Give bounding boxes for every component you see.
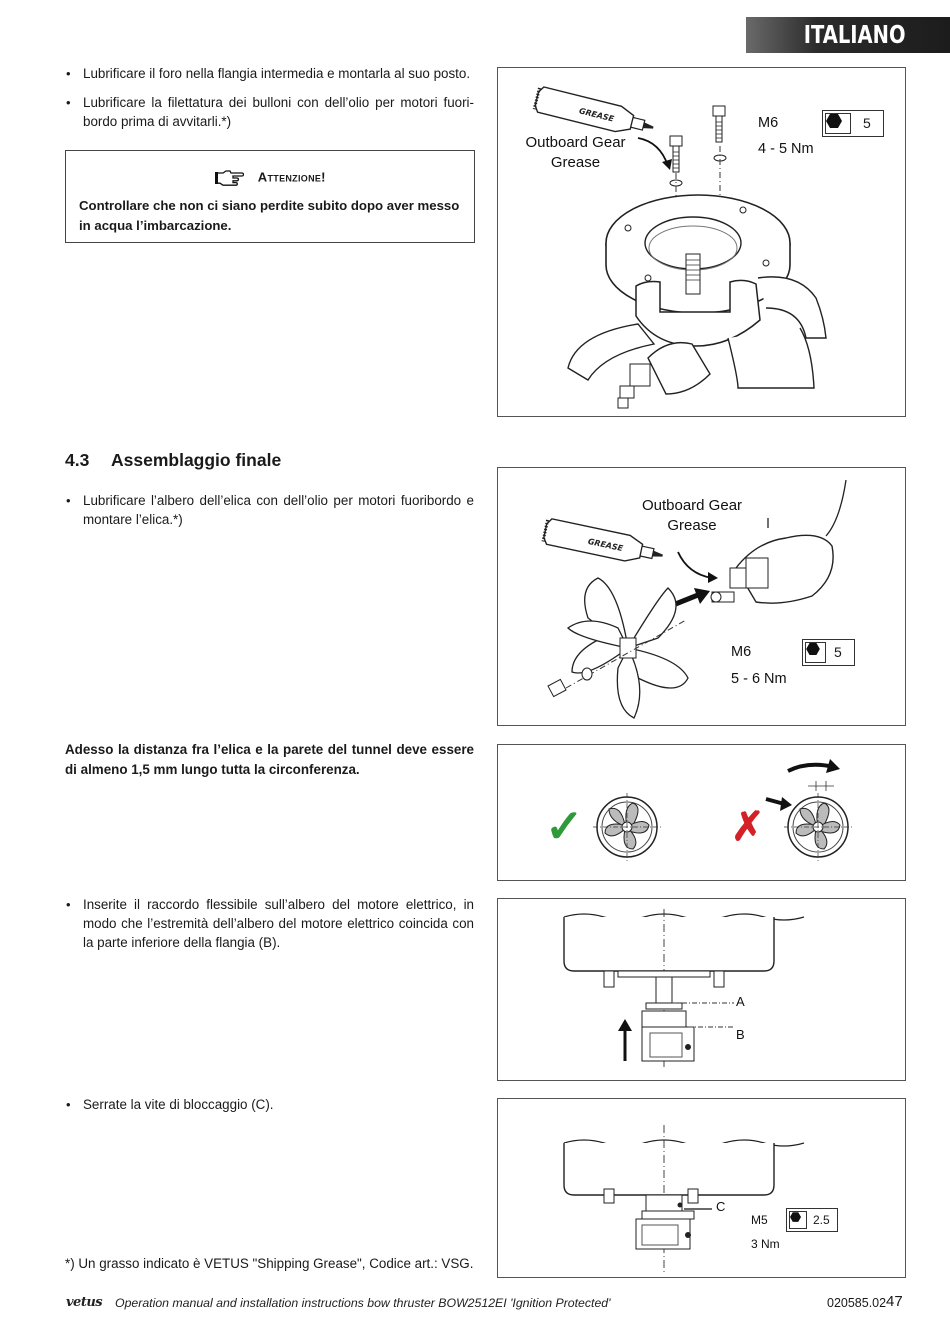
figure-propeller-mount [497, 467, 906, 726]
bolt-size: M6 [731, 644, 752, 660]
bolt-icon [548, 679, 566, 696]
document-code: 020585.02 [827, 1296, 887, 1310]
grease-callout-line: Grease [550, 154, 601, 171]
bolt-icon [670, 136, 682, 172]
hex-key-icon [805, 642, 826, 663]
propeller-tunnel-ok-icon [593, 793, 661, 861]
section-number: 4.3 [65, 450, 90, 470]
language-tab [746, 17, 950, 53]
wrench-size: 5 [834, 644, 842, 660]
bullet-text: Inserite il raccordo flessibile sull’albero del motore elettrico, in modo che l’estremità dell’albero del motore elettrico coincida con la parte inferiore della flangia (B). [83, 897, 474, 950]
svg-text:GREASE: GREASE [578, 106, 615, 124]
bolt-size: M5 [751, 1213, 768, 1227]
bullet-dot: • [66, 95, 71, 110]
footnote: *) Un grasso indicato è VETUS "Shipping Grease", Codice art.: VSG. [65, 1256, 474, 1271]
torque-value: 5 - 6 Nm [731, 671, 787, 687]
bullet-dot: • [66, 897, 71, 912]
clearance-note: Adesso la distanza fra l’elica e la parete del tunnel deve essere di almeno 1,5 mm lungo tutta la circonferenza. [65, 742, 474, 777]
label-c: C [716, 1199, 726, 1214]
figure-flange-assembly [497, 67, 906, 417]
figure-coupling-position [497, 898, 906, 1081]
bullet-text: Lubrificare l’albero dell’elica con dell’olio per motori fuoribordo e montare l’elica.*) [83, 493, 474, 527]
label-b: B [736, 1027, 745, 1042]
grease-callout-line: Grease [667, 517, 717, 534]
propeller-icon [568, 578, 688, 718]
section-heading [65, 450, 281, 471]
svg-text:GREASE: GREASE [587, 536, 624, 554]
wrench-size-box [822, 110, 884, 137]
figure-clearance-check [497, 744, 906, 881]
label-a: A [736, 994, 745, 1009]
propeller-tunnel-bad-icon [784, 793, 852, 861]
bolt-size: M6 [758, 115, 779, 131]
bolt-icon [713, 106, 725, 142]
pointing-hand-icon [214, 169, 244, 187]
grease-callout [633, 496, 751, 536]
wrench-size: 2.5 [813, 1213, 830, 1227]
bullet-text: Lubrificare la filettatura dei bulloni con dell’olio per motori fuori-bordo prima di avvitarli.*) [83, 95, 474, 129]
wrench-size: 5 [863, 115, 871, 131]
torque-value: 4 - 5 Nm [758, 141, 814, 157]
ok-check-icon: ✓ [545, 800, 584, 852]
bullet-dot: • [66, 493, 71, 508]
figure-locking-screw [497, 1098, 906, 1278]
hex-key-icon [825, 113, 851, 134]
locking-screw-illustration [498, 1099, 906, 1278]
bad-cross-icon: ✗ [731, 805, 765, 849]
warning-text: Controllare che non ci siano perdite subito dopo aver messo in acqua l’imbarcazione. [79, 198, 460, 233]
warning-box [65, 150, 475, 243]
grease-callout [518, 133, 633, 173]
section-title: Assemblaggio finale [111, 450, 282, 470]
language-label: ITALIANO [804, 20, 906, 49]
bullet-text: Lubrificare il foro nella flangia intermedia e montarla al suo posto. [83, 66, 471, 81]
torque-value: 3 Nm [751, 1237, 780, 1251]
grease-callout-line: Outboard Gear [641, 497, 743, 514]
wrench-size-box [802, 639, 855, 666]
wrench-size-box [786, 1208, 838, 1232]
coupling-illustration [498, 899, 906, 1081]
brand-logo: vetus [66, 1295, 103, 1310]
hex-key-icon [789, 1211, 807, 1229]
manual-title: Operation manual and installation instructions bow thruster BOW2512EI 'Ignition Protected' [115, 1296, 611, 1310]
bullet-text: Serrate la vite di bloccaggio (C). [83, 1097, 274, 1112]
page-number: 47 [886, 1293, 903, 1310]
warning-heading [66, 169, 474, 187]
bullet-dot: • [66, 66, 71, 81]
grease-callout-line: Outboard Gear [525, 134, 626, 151]
bullet-dot: • [66, 1097, 71, 1112]
warning-title: Attenzione! [257, 169, 326, 185]
